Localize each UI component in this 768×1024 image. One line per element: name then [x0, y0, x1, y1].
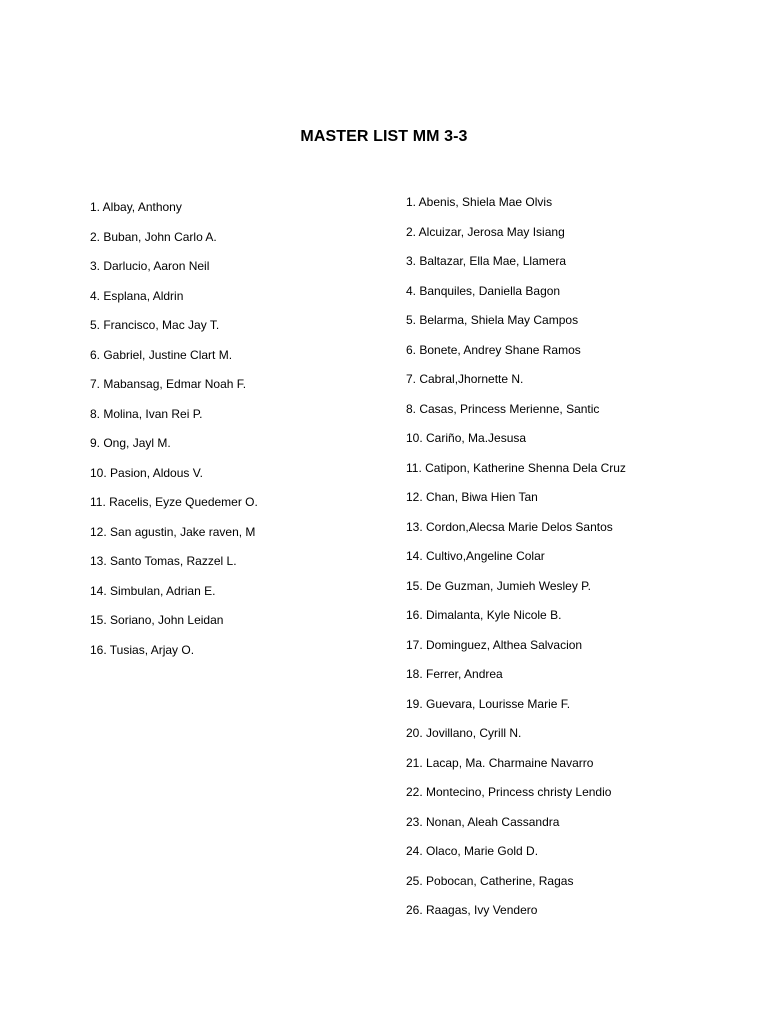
list-item: 16. Dimalanta, Kyle Nicole B.: [406, 608, 562, 622]
list-item: 6. Bonete, Andrey Shane Ramos: [406, 342, 581, 357]
list-item: 13. Cordon,Alecsa Marie Delos Santos: [406, 519, 613, 534]
list-item: 10. Pasion, Aldous V.: [90, 465, 203, 480]
list-item: 19. Guevara, Lourisse Marie F.: [406, 696, 571, 711]
list-item: 14. Simbulan, Adrian E.: [90, 583, 216, 598]
document-title: MASTER LIST MM 3-3: [300, 128, 468, 145]
list-item: 2. Buban, John Carlo A.: [90, 229, 217, 244]
list-item: 21. Lacap, Ma. Charmaine Navarro: [406, 755, 594, 770]
list-item: 22. Montecino, Princess christy Lendio: [406, 785, 612, 799]
list-item: 20. Jovillano, Cyrill N.: [406, 726, 522, 740]
right-name-list: [406, 194, 626, 932]
list-item: 3. Darlucio, Aaron Neil: [90, 259, 210, 273]
left-name-list: [90, 199, 258, 671]
list-item: 16. Tusias, Arjay O.: [90, 642, 195, 657]
list-item: 14. Cultivo,Angeline Colar: [406, 549, 545, 563]
list-item: 25. Pobocan, Catherine, Ragas: [406, 873, 574, 888]
list-item: 4. Banquiles, Daniella Bagon: [406, 283, 561, 298]
list-item: 8. Casas, Princess Merienne, Santic: [406, 401, 600, 416]
list-item: 11. Racelis, Eyze Quedemer O.: [90, 495, 258, 509]
list-item: 9. Ong, Jayl M.: [90, 436, 171, 450]
list-item: 12. Chan, Biwa Hien Tan: [406, 490, 538, 504]
list-item: 5. Francisco, Mac Jay T.: [90, 318, 220, 332]
list-item: 1. Albay, Anthony: [90, 200, 182, 214]
list-item: 4. Esplana, Aldrin: [90, 288, 184, 303]
list-item: 8. Molina, Ivan Rei P.: [90, 406, 203, 421]
list-item: 3. Baltazar, Ella Mae, Llamera: [406, 254, 567, 268]
list-item: 10. Cariño, Ma.Jesusa: [406, 431, 527, 445]
list-item: 18. Ferrer, Andrea: [406, 667, 503, 681]
list-item: 7. Mabansag, Edmar Noah F.: [90, 377, 247, 391]
list-item: 15. Soriano, John Leidan: [90, 613, 224, 627]
list-item: 7. Cabral,Jhornette N.: [406, 372, 524, 386]
list-item: 17. Dominguez, Althea Salvacion: [406, 637, 583, 652]
list-item: 13. Santo Tomas, Razzel L.: [90, 554, 237, 568]
list-item: 15. De Guzman, Jumieh Wesley P.: [406, 578, 591, 593]
list-item: 12. San agustin, Jake raven, M: [90, 524, 256, 539]
list-item: 26. Raagas, Ivy Vendero: [406, 903, 538, 917]
list-item: 6. Gabriel, Justine Clart M.: [90, 347, 233, 362]
list-item: 2. Alcuizar, Jerosa May Isiang: [406, 224, 565, 239]
list-item: 11. Catipon, Katherine Shenna Dela Cruz: [406, 460, 626, 475]
list-item: 23. Nonan, Aleah Cassandra: [406, 814, 560, 829]
list-item: 5. Belarma, Shiela May Campos: [406, 313, 579, 327]
list-item: 24. Olaco, Marie Gold D.: [406, 844, 539, 858]
list-item: 1. Abenis, Shiela Mae Olvis: [406, 195, 553, 209]
